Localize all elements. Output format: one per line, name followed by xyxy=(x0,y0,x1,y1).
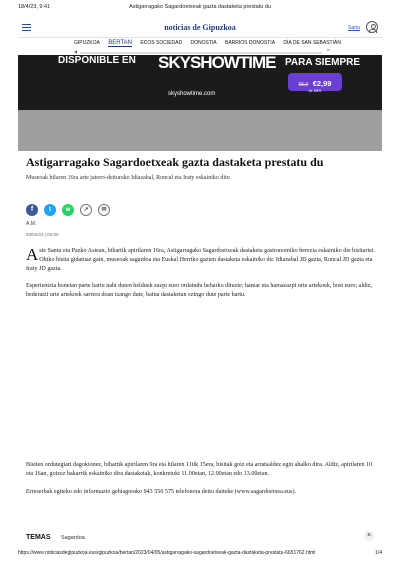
article-paragraph-4: Erreserbak egiteko edo informazio gehiagorako 943 550 575 telefonora deitu daiteke (www.sagardoetxea.eus). xyxy=(26,488,296,495)
topic-tag[interactable]: Sagardoa xyxy=(60,535,85,541)
topics-section xyxy=(26,526,85,544)
print-footer xyxy=(18,550,382,558)
article-paragraph-1 xyxy=(26,244,376,275)
article-date: 03/04/23 | 02:00 xyxy=(26,231,59,237)
ad-price-period: AL MES xyxy=(308,89,322,93)
nav-item-gipuzkoa[interactable]: GIPUZKOA xyxy=(74,40,100,46)
ad-old-price: €5,9 xyxy=(298,82,309,88)
email-share-icon[interactable]: ✉ xyxy=(98,204,110,216)
scroll-right-icon[interactable]: × xyxy=(326,48,330,54)
ad-price-badge xyxy=(288,73,342,91)
article-title: Astigarragako Sagardoetxeak gazta dastaketa prestatu du xyxy=(26,155,324,169)
print-header xyxy=(18,4,382,14)
site-logo[interactable]: noticias de Gipuzkoa xyxy=(164,23,236,32)
scroll-left-icon[interactable]: ◀ xyxy=(74,49,78,54)
share-icon[interactable]: ↗ xyxy=(80,204,92,216)
ad-brand-logo: SKYSHOWTIME xyxy=(158,53,276,72)
login-link[interactable]: Sartu xyxy=(348,25,360,31)
article-author: A.M. xyxy=(26,220,37,227)
section-nav xyxy=(74,40,341,51)
user-account-icon[interactable] xyxy=(366,21,378,33)
print-page-number: 1/4 xyxy=(375,550,382,556)
print-datetime: 18/4/23, 9:41 xyxy=(18,4,51,10)
site-header xyxy=(18,18,382,38)
article-body xyxy=(26,155,376,301)
ad-promo-text: PARA SIEMPRE xyxy=(285,57,361,68)
ad-new-price: €2,99 xyxy=(312,79,332,88)
paragraph-1-text: ste Santu eta Pazko Astean, bihartik apirilaren 16ra, Astigarragako Sagardoetxeak dastaketa gastronomiko berezia eskainiko die bisitariei. Ohiko bisita gidatuaz gain, museoak sagardoa eta Euskal Herriko gazten dastaketa eskainiko du: Idiazabal JD gazta, Roncal JD gazta eta Iraty JD gazta. xyxy=(26,247,376,273)
article-paragraph-3: Bisiten ordutegiari dagokionez, bihartik apirilaren 9ra eta hilaren 11tik 15era, bisitak goiz eta arratsaldez egin ahalko dira. Aldiz, apirilaren 10 eta 16an, goizez bakarrik eskainiko dira dastaketak, konkretuki 11.00etan, 12.00etan edo 13.00etan. xyxy=(26,462,373,478)
print-page-title: Astigarragako Sagardoetxeak gazta dastaketa prestatu du xyxy=(129,4,271,10)
nav-item-dia-san-sebastian[interactable]: DÍA DE SAN SEBASTIÁN xyxy=(283,40,341,46)
advertisement-banner[interactable] xyxy=(18,55,382,151)
facebook-share-icon[interactable]: f xyxy=(26,204,38,216)
print-url: https://www.noticiasdegipuzkoa.eus/gipuzkoa/bertan/2023/04/05/astigarragako-sagardoetxeak-gazta-dastaketa-prestatu-6651762.html xyxy=(18,550,316,556)
drop-cap: A xyxy=(26,244,39,264)
article-paragraph-2: Esperientzia honetan parte hartu nahi duten helduek zazpi euro ordaindu beharko dituzte; hamar eta hamazazpi urte artekoek, bost euro; aldiz, bederatzi urte artekoek sarrera doan izango dute, baina dastaketan ezingo dute parte hartu. xyxy=(26,282,373,299)
nav-item-barrios-donostia[interactable]: BARRIOS DONOSTIA xyxy=(225,40,276,46)
article-body-continued xyxy=(26,461,376,497)
topics-heading: TEMAS xyxy=(26,534,51,541)
nav-item-bertan[interactable]: BERTAN xyxy=(108,40,133,46)
close-icon[interactable]: × xyxy=(364,531,374,541)
twitter-share-icon[interactable]: t xyxy=(44,204,56,216)
whatsapp-share-icon[interactable]: w xyxy=(62,204,74,216)
ad-url: skyshowtime.com xyxy=(168,91,216,97)
share-bar xyxy=(26,201,376,215)
ad-available-text: DISPONIBLE EN xyxy=(58,55,136,66)
nav-item-ecos-sociedad[interactable]: ECOS SOCIEDAD xyxy=(140,40,183,46)
nav-item-donostia[interactable]: DONOSTIA xyxy=(190,40,217,46)
article-subtitle: Museoak hilaren 16ra arte jatorri-deiturako Idiazabal, Roncal eta Iraty eskainiko ditu xyxy=(26,174,230,181)
